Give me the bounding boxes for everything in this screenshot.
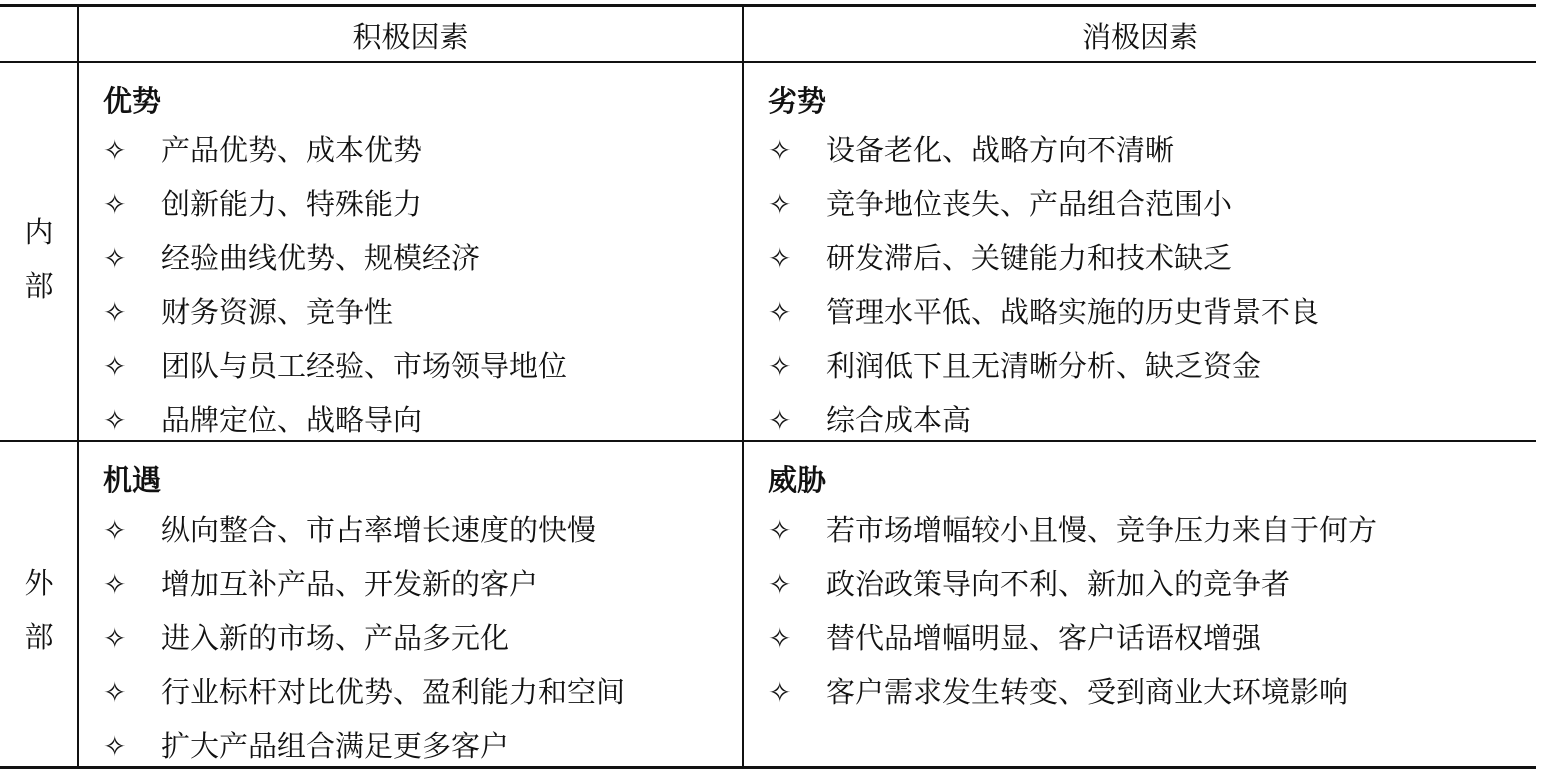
four-point-star-icon: ✧ — [103, 404, 127, 437]
list-item — [103, 503, 625, 557]
four-point-star-icon: ✧ — [768, 514, 792, 547]
four-point-star-icon: ✧ — [768, 404, 792, 437]
opportunities-list — [103, 503, 625, 773]
four-point-star-icon: ✧ — [768, 188, 792, 221]
list-item — [768, 177, 1319, 231]
four-point-star-icon: ✧ — [103, 242, 127, 275]
list-item-text: 研发滞后、关键能力和技术缺乏 — [826, 241, 1233, 275]
four-point-star-icon: ✧ — [103, 350, 127, 383]
quadrant-title-strengths: 优势 — [103, 84, 162, 118]
list-item — [103, 665, 625, 719]
list-item — [103, 231, 567, 285]
row-label-external-char-1: 外 — [24, 566, 54, 600]
list-item-text: 财务资源、竞争性 — [161, 295, 394, 329]
four-point-star-icon: ✧ — [768, 296, 792, 329]
list-item-text: 纵向整合、市占率增长速度的快慢 — [161, 513, 597, 547]
quadrant-opportunities — [79, 442, 742, 766]
row-label-internal-char-2: 部 — [24, 269, 54, 303]
four-point-star-icon: ✧ — [768, 134, 792, 167]
four-point-star-icon: ✧ — [768, 676, 792, 709]
list-item — [768, 231, 1319, 285]
four-point-star-icon: ✧ — [768, 622, 792, 655]
list-item-text: 管理水平低、战略实施的历史背景不良 — [826, 295, 1320, 329]
list-item — [103, 177, 567, 231]
row-label-internal-char-1: 内 — [24, 215, 54, 249]
list-item-text: 客户需求发生转变、受到商业大环境影响 — [826, 675, 1349, 709]
list-item-text: 产品优势、成本优势 — [161, 133, 423, 167]
list-item — [103, 557, 625, 611]
list-item-text: 经验曲线优势、规模经济 — [161, 241, 481, 275]
list-item-text: 增加互补产品、开发新的客户 — [161, 567, 539, 601]
quadrant-strengths — [79, 63, 742, 440]
four-point-star-icon: ✧ — [768, 350, 792, 383]
four-point-star-icon: ✧ — [103, 134, 127, 167]
list-item — [768, 285, 1319, 339]
quadrant-weaknesses — [744, 63, 1536, 440]
list-item-text: 设备老化、战略方向不清晰 — [826, 133, 1175, 167]
list-item — [768, 557, 1377, 611]
list-item — [768, 123, 1319, 177]
list-item-text: 若市场增幅较小且慢、竞争压力来自于何方 — [826, 513, 1378, 547]
strengths-list — [103, 123, 567, 447]
quadrant-title-opportunities: 机遇 — [103, 463, 162, 497]
four-point-star-icon: ✧ — [103, 622, 127, 655]
list-item-text: 利润低下且无清晰分析、缺乏资金 — [826, 349, 1262, 383]
four-point-star-icon: ✧ — [103, 188, 127, 221]
column-header-negative: 消极因素 — [1081, 20, 1198, 54]
list-item-text: 进入新的市场、产品多元化 — [161, 621, 510, 655]
four-point-star-icon: ✧ — [103, 730, 127, 763]
list-item — [103, 611, 625, 665]
list-item — [768, 665, 1377, 719]
list-item — [103, 393, 567, 447]
list-item-text: 综合成本高 — [826, 403, 972, 437]
row-label-internal — [0, 205, 78, 313]
row-label-external-char-2: 部 — [24, 620, 54, 654]
list-item — [768, 339, 1319, 393]
list-item — [768, 503, 1377, 557]
list-item-text: 政治政策导向不利、新加入的竞争者 — [826, 567, 1291, 601]
quadrant-threats — [744, 442, 1536, 766]
list-item-text: 品牌定位、战略导向 — [161, 403, 423, 437]
list-item — [768, 393, 1319, 447]
weaknesses-list — [768, 123, 1319, 447]
row-label-external — [0, 556, 78, 664]
list-item — [103, 285, 567, 339]
four-point-star-icon: ✧ — [768, 242, 792, 275]
list-item-text: 竞争地位丧失、产品组合范围小 — [826, 187, 1233, 221]
list-item — [768, 611, 1377, 665]
quadrant-title-weaknesses: 劣势 — [768, 84, 827, 118]
four-point-star-icon: ✧ — [103, 568, 127, 601]
column-header-positive: 积极因素 — [352, 20, 469, 54]
list-item-text: 团队与员工经验、市场领导地位 — [161, 349, 568, 383]
four-point-star-icon: ✧ — [103, 676, 127, 709]
threats-list — [768, 503, 1377, 719]
list-item-text: 扩大产品组合满足更多客户 — [161, 729, 510, 763]
four-point-star-icon: ✧ — [103, 296, 127, 329]
four-point-star-icon: ✧ — [103, 514, 127, 547]
list-item — [103, 339, 567, 393]
list-item — [103, 123, 567, 177]
list-item-text: 创新能力、特殊能力 — [161, 187, 423, 221]
list-item-text: 行业标杆对比优势、盈利能力和空间 — [161, 675, 626, 709]
four-point-star-icon: ✧ — [768, 568, 792, 601]
quadrant-title-threats: 威胁 — [768, 463, 827, 497]
list-item-text: 替代品增幅明显、客户话语权增强 — [826, 621, 1262, 655]
list-item — [103, 719, 625, 773]
